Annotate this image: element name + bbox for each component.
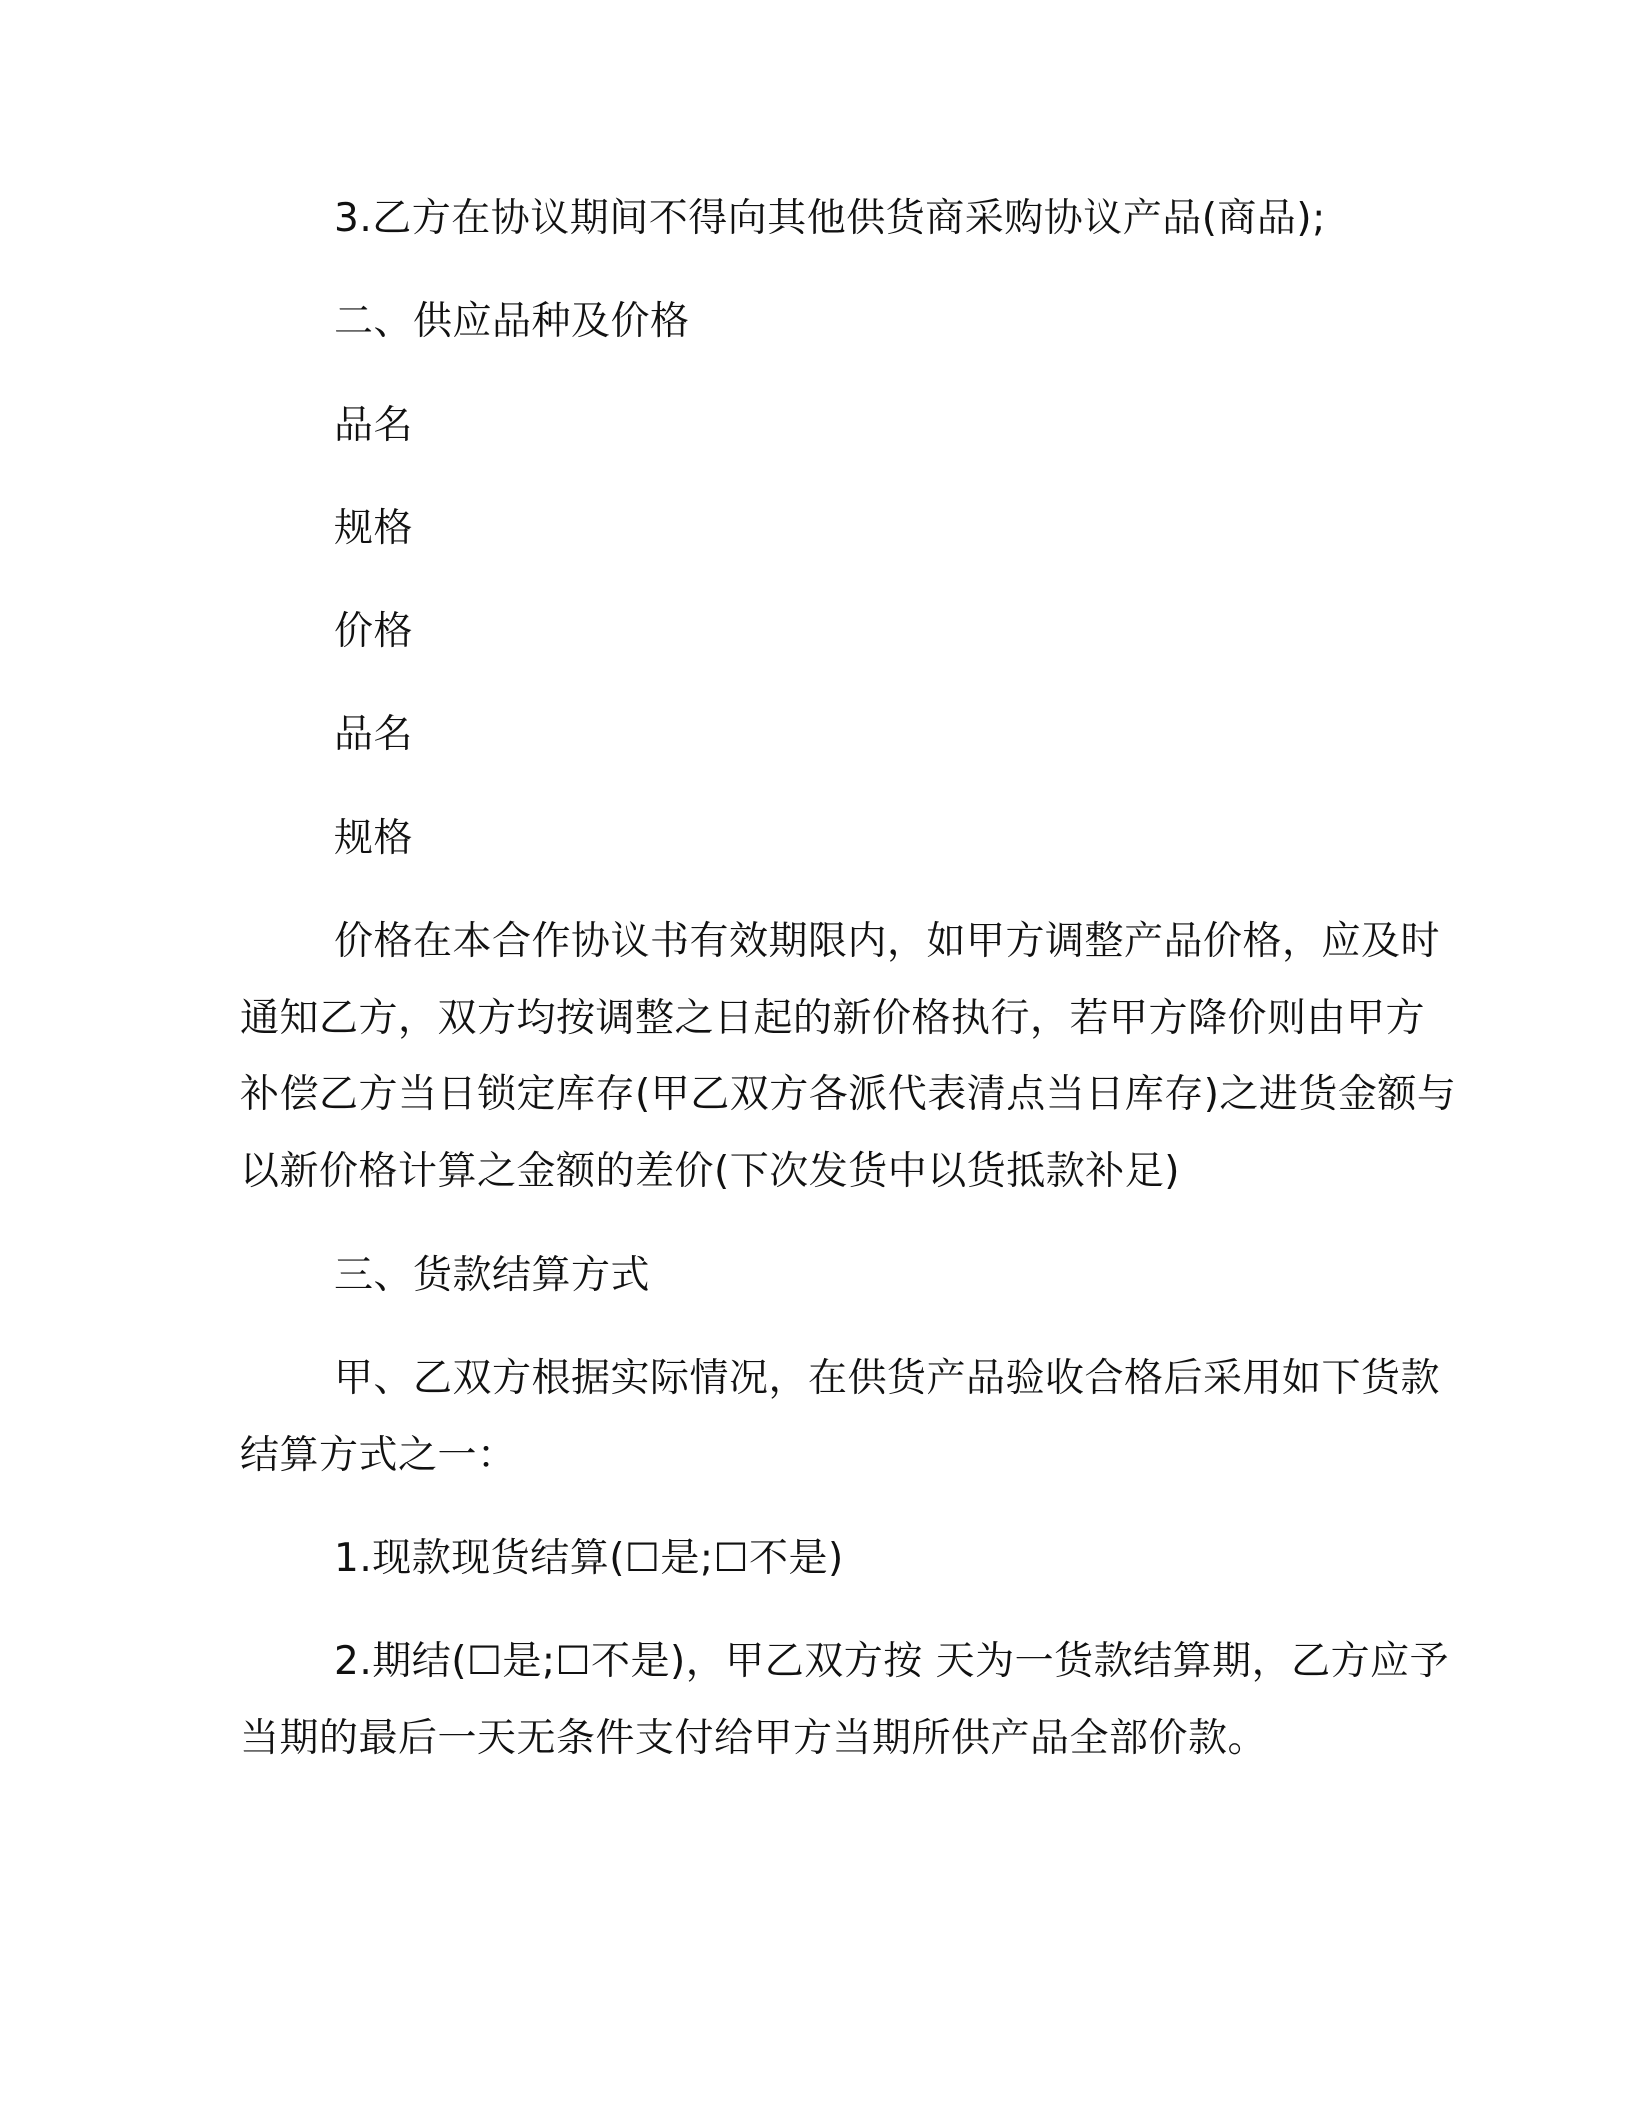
price-paragraph-line-3: 补偿乙方当日锁定库存(甲乙双方各派代表清点当日库存)之进货金额与 xyxy=(240,1072,1457,1117)
field-spec-2: 规格 xyxy=(334,816,414,861)
field-product-name-1: 品名 xyxy=(334,403,414,448)
settlement-paragraph-line-1: 甲、乙双方根据实际情况，在供货产品验收合格后采用如下货款 xyxy=(334,1356,1441,1401)
settlement-option-1: 1.现款现货结算(☐是;☐不是) xyxy=(334,1536,844,1581)
price-paragraph-line-4: 以新价格计算之金额的差价(下次发货中以货抵款补足) xyxy=(240,1149,1180,1194)
clause-3-text: 3.乙方在协议期间不得向其他供货商采购协议产品(商品); xyxy=(334,196,1326,241)
field-spec-1: 规格 xyxy=(334,506,414,551)
price-paragraph-line-2: 通知乙方，双方均按调整之日起的新价格执行，若甲方降价则由甲方 xyxy=(240,996,1426,1041)
section-3-heading: 三、货款结算方式 xyxy=(334,1253,651,1298)
field-price-1: 价格 xyxy=(334,609,414,654)
price-paragraph-line-1: 价格在本合作协议书有效期限内，如甲方调整产品价格，应及时 xyxy=(334,919,1441,964)
settlement-option-2-line-1: 2.期结(☐是;☐不是)，甲乙双方按 天为一货款结算期，乙方应予 xyxy=(334,1639,1450,1684)
field-product-name-2: 品名 xyxy=(334,712,414,757)
section-2-heading: 二、供应品种及价格 xyxy=(334,299,690,344)
settlement-paragraph-line-2: 结算方式之一： xyxy=(240,1433,517,1478)
settlement-option-2-line-2: 当期的最后一天无条件支付给甲方当期所供产品全部价款。 xyxy=(240,1716,1268,1761)
